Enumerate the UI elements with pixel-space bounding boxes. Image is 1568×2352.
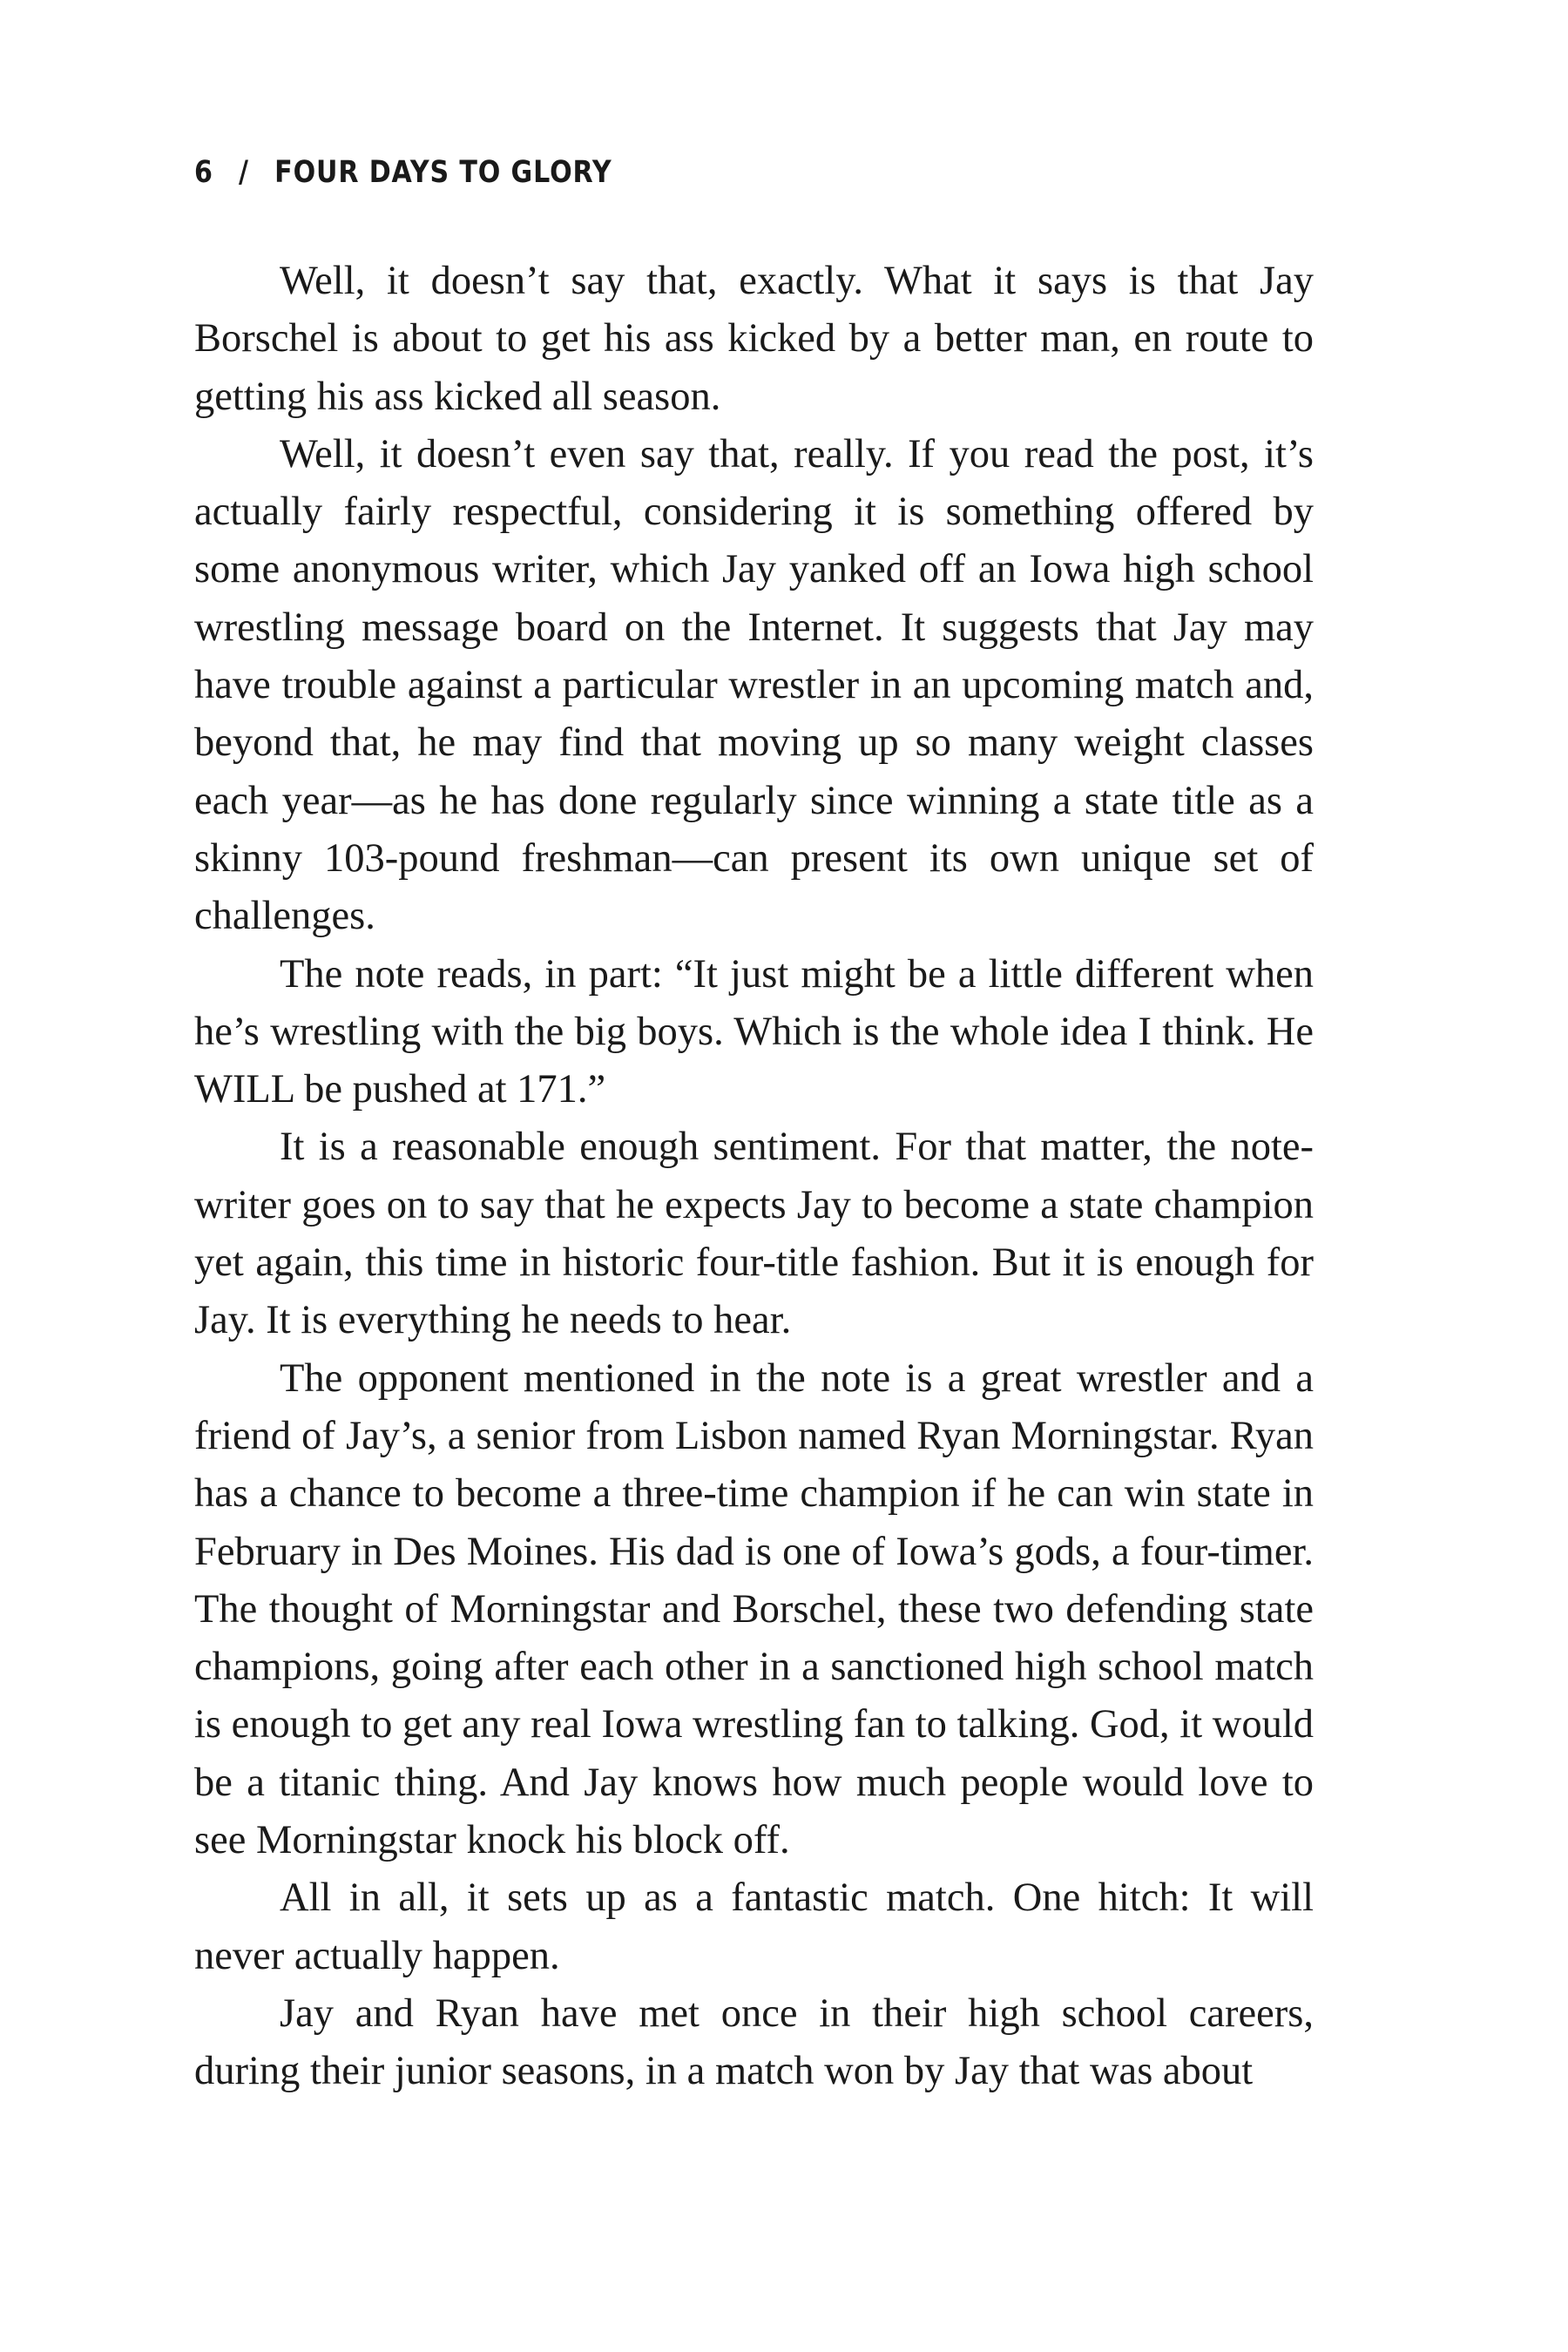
paragraph: The note reads, in part: “It just might be a little different when he’s wrestling with the big boys. Which is the whole idea I think. He WILL be pushed at 171.” xyxy=(194,951,1314,1112)
running-head xyxy=(194,155,612,190)
book-title: FOUR DAYS TO GLORY xyxy=(274,155,612,190)
paragraph: Well, it doesn’t even say that, really. If you read the post, it’s actually fairly respectful, considering it is something offered by some anonymous writer, which Jay yanked off an Iowa high school wrestling message board on the Internet. It suggests that Jay may have trouble against a particular wrestler in an upcoming match and, beyond that, he may find that moving up so many weight classes each year—as he has done regularly since winning a state title as a skinny 103-pound freshman—can present its own unique set of challenges. xyxy=(194,431,1314,939)
paragraph: The opponent mentioned in the note is a great wrestler and a friend of Jay’s, a senior from Lisbon named Ryan Morningstar. Ryan has a chance to become a three-time champion if he can win state in February in Des Moines. His dad is one of Iowa’s gods, a four-timer. The thought of Morningstar and Borschel, these two defending state champions, going after each other in a sanctioned high school match is enough to get any real Iowa wrestling fan to talking. God, it would be a titanic thing. And Jay knows how much people would love to see Morningstar knock his block off. xyxy=(194,1355,1314,1863)
page-number: 6 xyxy=(194,155,213,190)
paragraph: All in all, it sets up as a fantastic match. One hitch: It will never actually happen. xyxy=(194,1876,1314,1978)
paragraph: Well, it doesn’t say that, exactly. What it says is that Jay Borschel is about to get his ass kicked by a better man, en route to getting his ass kicked all season. xyxy=(194,259,1314,419)
paragraph: Jay and Ryan have met once in their high school careers, during their junior seasons, in a match won by Jay that was about xyxy=(194,1990,1314,2094)
paragraph: It is a reasonable enough sentiment. For that matter, the note-writer goes on to say that he expects Jay to become a state champion yet again, this time in historic four-title fashion. But it is enough for Jay. It is everything he needs to hear. xyxy=(194,1125,1314,1343)
body-text xyxy=(194,253,1314,2101)
header-separator: / xyxy=(239,155,249,190)
